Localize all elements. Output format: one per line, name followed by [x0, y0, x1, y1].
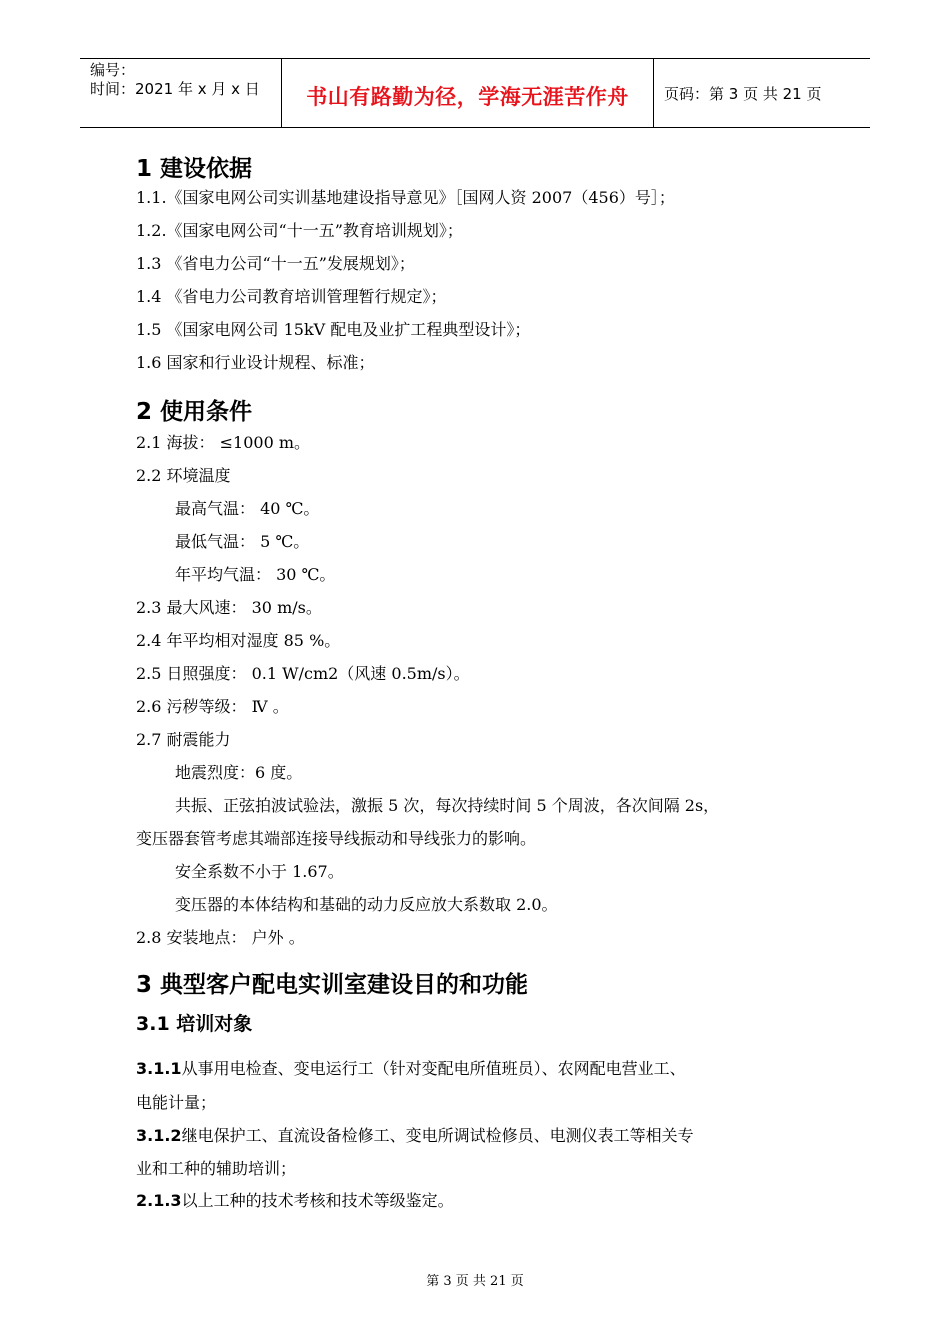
training-target-item	[136, 1125, 694, 1147]
section-1-item: 1.4 《省电力公司教育培训管理暂行规定》；	[136, 287, 447, 306]
condition-line: 最低气温： 5 ℃。	[175, 532, 310, 551]
training-target-item	[136, 1058, 686, 1080]
item-text: 继电保护工、直流设备检修工、变电所调试检修员、电测仪表工等相关专	[181, 1126, 694, 1145]
section-3-1-heading: 3.1 培训对象	[136, 1013, 253, 1035]
header-page-info: 页码：第 3 页 共 21 页	[664, 85, 822, 103]
condition-line: 安全系数不小于 1.67。	[175, 862, 344, 881]
section-1-item: 1.2.《国家电网公司“十一五”教育培训规划》；	[136, 221, 463, 240]
condition-line: 2.3 最大风速： 30 m/s。	[136, 598, 322, 617]
header-left-cell	[80, 59, 282, 127]
page-footer: 第 3 页 共 21 页	[426, 1274, 524, 1289]
header-motto: 书山有路勤为径，学海无涯苦作舟	[306, 85, 629, 109]
item-text: 以上工种的技术考核和技术等级鉴定。	[181, 1191, 454, 1210]
section-1-heading: 1 建设依据	[136, 156, 253, 182]
item-text: 业和工种的辅助培训；	[136, 1159, 297, 1178]
condition-line: 2.7 耐震能力	[136, 730, 231, 749]
condition-line: 地震烈度：6 度。	[175, 763, 303, 782]
condition-line: 2.2 环境温度	[136, 466, 231, 485]
header-motto-cell	[282, 59, 654, 127]
header-page-cell	[654, 59, 870, 127]
training-target-item	[136, 1158, 296, 1180]
condition-line: 2.5 日照强度： 0.1 W/cm2（风速 0.5m/s）。	[136, 664, 470, 683]
document-code-label: 编号：	[90, 61, 136, 79]
section-1-item: 1.5 《国家电网公司 15kV 配电及业扩工程典型设计》；	[136, 320, 531, 339]
condition-line: 2.8 安装地点： 户外 。	[136, 928, 305, 947]
section-3-heading: 3 典型客户配电实训室建设目的和功能	[136, 972, 529, 998]
condition-line: 2.1 海拔： ≤1000 m。	[136, 433, 311, 452]
condition-line: 变压器的本体结构和基础的动力反应放大系数取 2.0。	[175, 895, 558, 914]
item-text: 从事用电检查、变电运行工（针对变配电所值班员）、农网配电营业工、	[181, 1059, 686, 1078]
section-1-item: 1.6 国家和行业设计规程、标准；	[136, 353, 375, 372]
section-1-item: 1.3 《省电力公司“十一五”发展规划》；	[136, 254, 415, 273]
document-time-label: 时间：2021 年 x 月 x 日	[90, 80, 260, 98]
section-1-item: 1.1.《国家电网公司实训基地建设指导意见》［国网人资 2007（456）号］；	[136, 188, 675, 207]
condition-line: 最高气温： 40 ℃。	[175, 499, 320, 518]
item-text: 电能计量；	[136, 1093, 217, 1112]
condition-line: 2.4 年平均相对湿度 85 %。	[136, 631, 341, 650]
page-header	[80, 58, 870, 128]
condition-line: 年平均气温： 30 ℃。	[175, 565, 336, 584]
section-2-heading: 2 使用条件	[136, 399, 253, 425]
condition-line: 变压器套管考虑其端部连接导线振动和导线张力的影响。	[136, 829, 537, 848]
training-target-item	[136, 1092, 216, 1114]
condition-line: 2.6 污秽等级： Ⅳ 。	[136, 697, 289, 716]
item-number: 3.1.1	[136, 1059, 182, 1078]
training-target-item	[136, 1190, 454, 1212]
item-number: 3.1.2	[136, 1126, 182, 1145]
condition-line: 共振、正弦拍波试验法，激振 5 次，每次持续时间 5 个周波，各次间隔 2s，	[175, 796, 720, 815]
item-number: 2.1.3	[136, 1191, 182, 1210]
